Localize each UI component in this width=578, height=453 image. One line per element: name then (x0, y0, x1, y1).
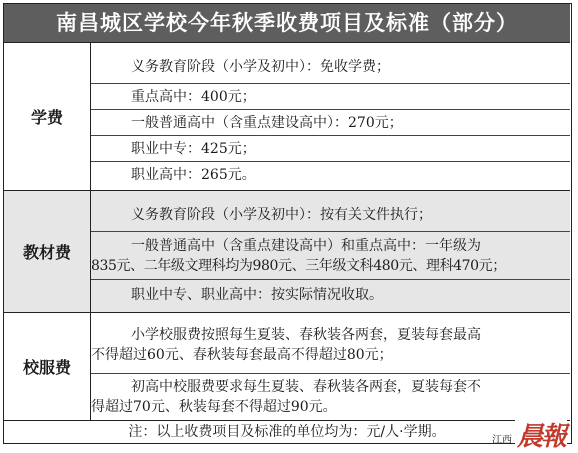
tuition-row (91, 109, 570, 135)
row-text: 职业中专：425元； (131, 141, 256, 157)
textbook-row (91, 279, 570, 311)
section-tuition (4, 42, 570, 190)
row-text: 义务教育阶段（小学及初中）：按有关文件执行； (131, 207, 432, 223)
tuition-row (91, 57, 570, 83)
row-text: 得超过70元、秋装每套不得超过90元。 (91, 399, 337, 415)
footnote: 注：以上收费项目及标准的单位均为：元/人·学期。 (4, 420, 570, 443)
row-text: 一般普通高中（含重点建设高中）和重点高中：一年级为 (131, 238, 481, 254)
row-text: 835元、二年级文理科均为980元、三年级文科480元、理科470元； (91, 258, 506, 274)
row-text: 职业高中：265元。 (131, 167, 256, 183)
tuition-row (91, 83, 570, 109)
uniform-row (91, 325, 570, 373)
tuition-rows (91, 43, 570, 190)
uniform-row (91, 373, 570, 421)
row-text: 小学校服费按照每生夏装、春秋装各两套，夏装每套最高 (131, 327, 481, 343)
row-text: 初高中校服费要求每生夏装、春秋装各两套，夏装每套不 (131, 379, 481, 395)
brand-region: 江西 (492, 435, 512, 446)
row-text: 不得超过60元、春秋装每套最高不得超过80元； (91, 347, 393, 363)
row-text: 一般普通高中（含重点建设高中）：270元； (131, 115, 403, 131)
textbook-rows (91, 191, 570, 312)
row-text: 义务教育阶段（小学及初中）：免收学费； (131, 59, 390, 75)
section-label-textbook: 教材费 (4, 191, 91, 312)
tuition-row (91, 135, 570, 161)
textbook-row (91, 231, 570, 279)
row-text: 重点高中：400元； (131, 89, 256, 105)
uniform-rows (91, 313, 570, 420)
row-text: 职业中专、职业高中：按实际情况收取。 (131, 287, 383, 303)
textbook-row (91, 205, 570, 231)
section-uniform (4, 312, 570, 420)
table-title: 南昌城区学校今年秋季收费项目及标准（部分） (4, 4, 570, 42)
section-textbook (4, 190, 570, 312)
section-label-tuition: 学费 (4, 43, 91, 190)
fee-table (3, 3, 572, 444)
brand-logo: 晨報 (515, 416, 567, 453)
section-label-uniform: 校服费 (4, 313, 91, 420)
tuition-row (91, 161, 570, 189)
